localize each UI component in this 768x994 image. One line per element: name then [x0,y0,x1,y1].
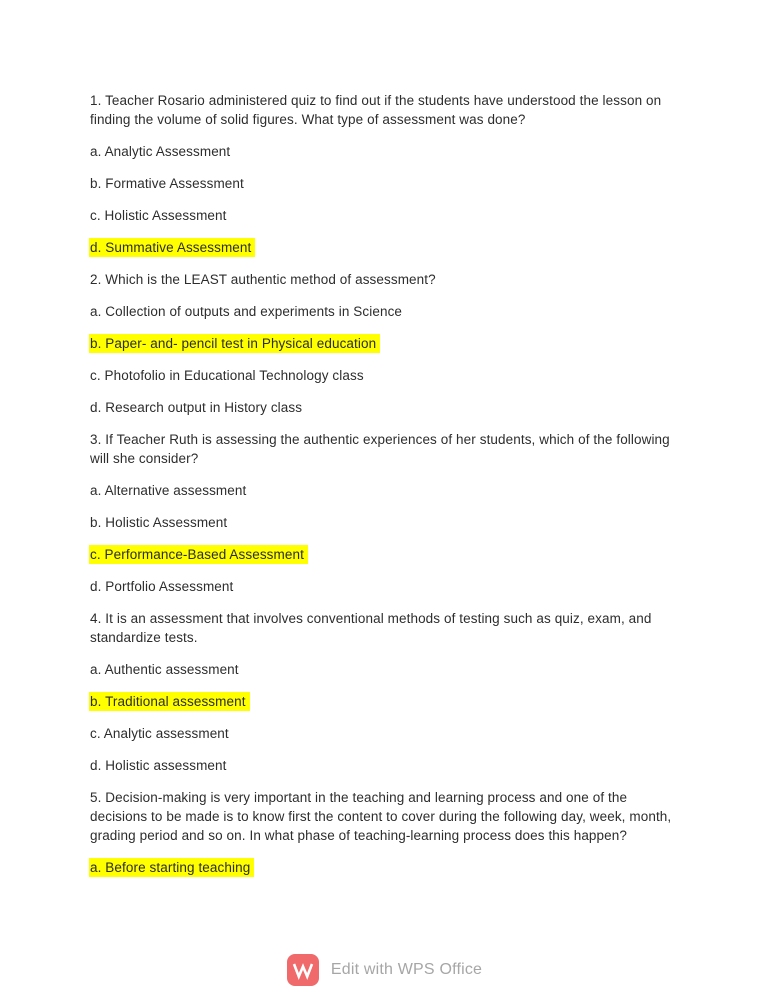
question-1-option-d-highlighted [90,238,682,257]
question-4: 4. It is an assessment that involves conventional methods of testing such as quiz, exam, and standardize tests. [90,611,652,645]
question-3-option-d [90,577,682,596]
question-5-option-a-highlighted [90,858,682,877]
question-2-option-c [90,366,682,385]
highlighted-answer-text: c. Performance-Based Assessment [89,545,308,564]
highlighted-answer-text: b. Paper- and- pencil test in Physical education [89,334,380,353]
question-3-option-b [90,513,682,532]
question-3: 3. If Teacher Ruth is assessing the authentic experiences of her students, which of the following will she consider? [90,432,670,466]
option-text: d. Research output in History class [90,400,303,415]
option-text: a. Authentic assessment [90,662,239,677]
option-text: a. Analytic Assessment [90,144,231,159]
question-2: 2. Which is the LEAST authentic method of assessment? [90,272,436,287]
question-3-option-a [90,481,682,500]
question-2-option-d [90,398,682,417]
highlighted-answer-text: a. Before starting teaching [89,858,254,877]
highlighted-answer-text: b. Traditional assessment [89,692,250,711]
question-4-option-b-highlighted [90,692,682,711]
question-5: 5. Decision-making is very important in the teaching and learning process and one of the decisions to be made is to know first the content to cover during the following day, week, month, grading period and so on. In what phase of teaching-learning process does this happen? [90,790,672,843]
question-2-option-b-highlighted [90,334,682,353]
question-1-option-a [90,142,682,161]
option-text: d. Portfolio Assessment [90,579,234,594]
option-text: c. Photofolio in Educational Technology class [90,368,364,383]
wps-edit-link[interactable] [0,950,768,990]
option-text: b. Formative Assessment [90,176,244,191]
question-2-option-a [90,302,682,321]
question-1-option-c [90,206,682,225]
option-text: c. Holistic Assessment [90,208,227,223]
question-1-option-b [90,174,682,193]
option-text: a. Alternative assessment [90,483,247,498]
wps-office-logo-icon [286,953,320,987]
option-text: d. Holistic assessment [90,758,227,773]
highlighted-answer-text: d. Summative Assessment [89,238,255,257]
question-4-option-c [90,724,682,743]
question-1: 1. Teacher Rosario administered quiz to find out if the students have understood the lesson on finding the volume of solid figures. What type of assessment was done? [90,93,662,127]
wps-footer-label: Edit with WPS Office [330,961,483,978]
option-text: c. Analytic assessment [90,726,229,741]
quiz-content [90,91,682,890]
question-3-option-c-highlighted [90,545,682,564]
question-4-option-d [90,756,682,775]
question-4-option-a [90,660,682,679]
option-text: a. Collection of outputs and experiments in Science [90,304,403,319]
option-text: b. Holistic Assessment [90,515,228,530]
